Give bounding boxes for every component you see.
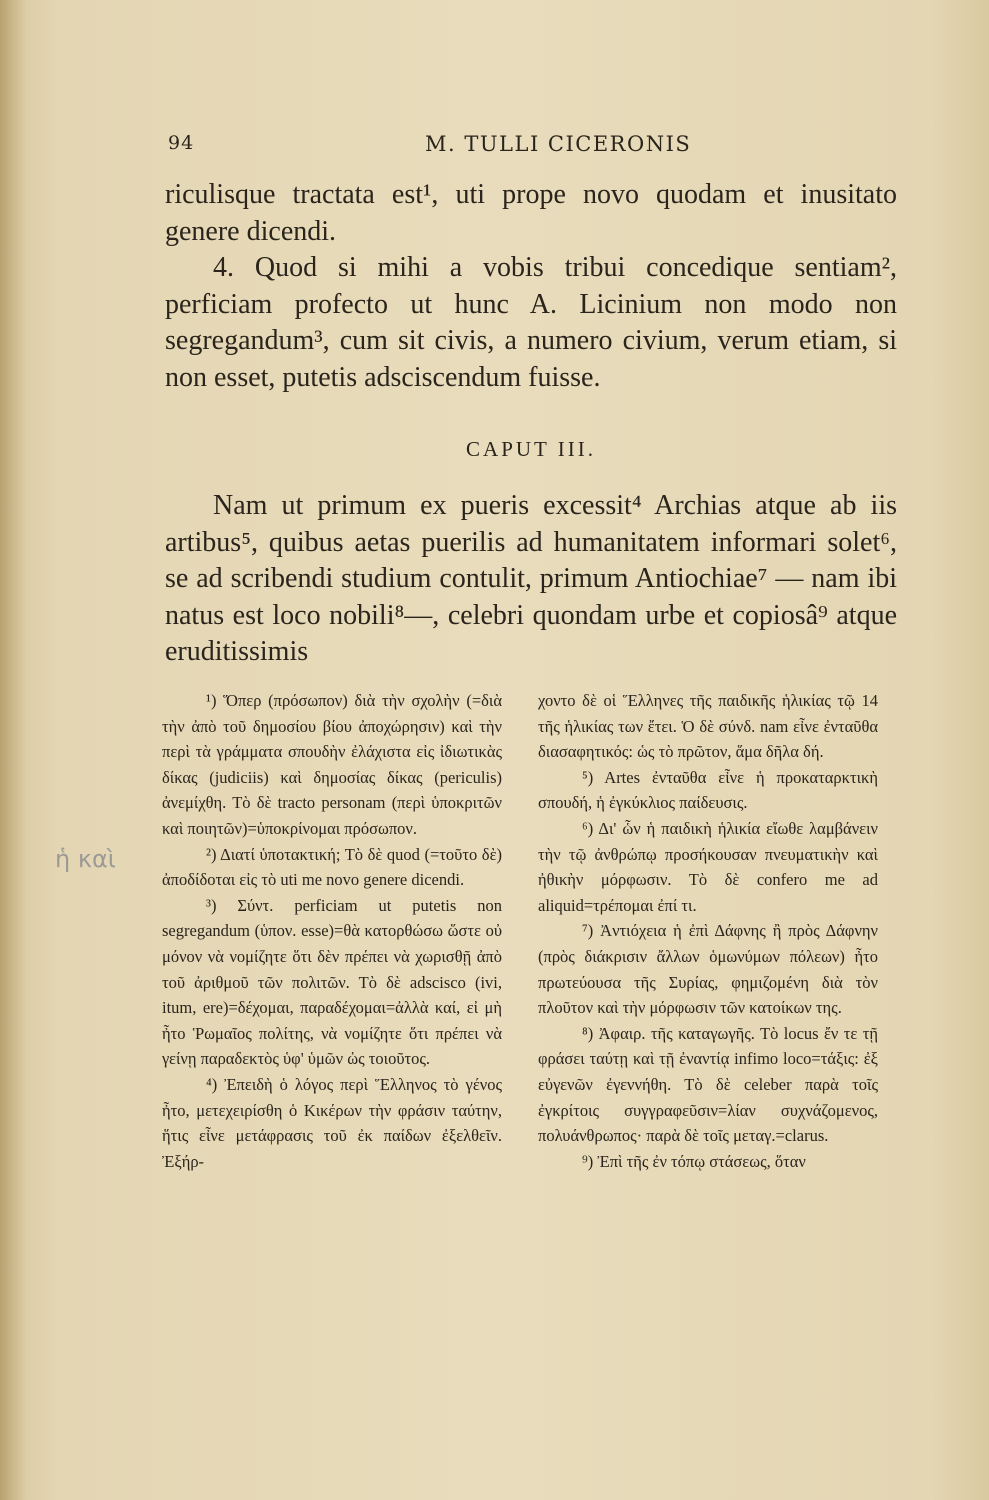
paragraph-continuation: riculisque tractata est¹, uti prope novo quodam et inusitato genere dicendi.	[165, 179, 897, 247]
footnotes-right-column	[538, 688, 878, 1174]
footnote-4: ⁴) Ἐπειδὴ ὁ λόγος περὶ Ἕλληνος τὸ γένος ἦτο, μετεχειρίσθη ὁ Κικέρων τὴν φράσιν ταύτην, ἥτις εἶνε μετάφρασις τοῦ ἐκ παίδων ἐξελθεῖν. Ἐξήρ-	[162, 1074, 502, 1171]
footnote-4-continued: χοντο δὲ οἱ Ἕλληνες τῆς παιδικῆς ἡλικίας τῷ 14 τῆς ἡλικίας των ἔτει. Ὁ δὲ σύνδ. nam εἶνε ἐνταῦθα διασαφητικός: ὡς τὸ πρῶτον, ἅμα δῆλα δή.	[538, 691, 878, 762]
footnote-2: ²) Διατί ὑποτακτική; Τὸ δὲ quod (=τοῦτο δὲ) ἀποδίδοται εἰς τὸ uti me novo genere dicendi.	[162, 844, 502, 890]
margin-pencil-note: ἡ καὶ	[55, 845, 116, 873]
running-title: M. TULLI CICERONIS	[425, 132, 692, 156]
paragraph-chapter-3: Nam ut primum ex pueris excessit⁴ Archias atque ab iis artibus⁵, quibus aetas puerilis ad humanitatem informari solet⁶, se ad scribendi studium contulit, primum Antiochiae⁷ — nam ibi natus est loco nobili⁸—, celebri quondam urbe et copiosâ⁹ atque eruditissimis	[165, 490, 897, 667]
footnotes-left-column	[162, 688, 502, 1174]
page-gutter	[0, 0, 26, 1500]
chapter-heading: CAPUT III.	[466, 437, 596, 461]
footnote-8: ⁸) Ἀφαιρ. τῆς καταγωγῆς. Τὸ locus ἔν τε τῇ φράσει ταύτῃ καὶ τῇ ἐναντίᾳ infimo loco=τάξις: ἐξ εὐγενῶν ἐγεννήθη. Τὸ δὲ celeber παρὰ τοῖς ἐγκρίτοις συγγραφεῦσιν=λίαν συχνάζομενος, πολυάνθρωπος· παρὰ δὲ τοῖς μεταγ.=clarus.	[538, 1023, 878, 1146]
footnote-5: ⁵) Artes ἐνταῦθα εἶνε ἡ προκαταρκτικὴ σπουδή, ἡ ἐγκύκλιος παίδευσις.	[538, 767, 878, 813]
paragraph-section-4: 4. Quod si mihi a vobis tribui concedique sentiam², perficiam profecto ut hunc A. Licinium non modo non segregandum³, cum sit civis, a numero civium, verum etiam, si non esset, putetis adsciscendum fuisse.	[165, 252, 897, 393]
footnote-3: ³) Σύντ. perficiam ut putetis non segregandum (ὑπον. esse)=θὰ κατορθώσω ὥστε οὐ μόνον νὰ νομίζητε ὅτι δὲν πρέπει νὰ χωρισθῇ ἀπὸ τοῦ ἀριθμοῦ τῶν πολιτῶν. Τὸ δὲ adscisco (ivi, itum, ere)=δέχομαι, παραδέχομαι=ἀλλὰ καί, εἰ μὴ ἦτο Ῥωμαῖος πολίτης, νὰ νομίζητε ὅτι πρέπει νὰ γείνῃ παραδεκτὸς ὑφ' ὑμῶν ὡς τοιοῦτος.	[162, 895, 502, 1069]
footnote-9: ⁹) Ἐπὶ τῆς ἐν τόπῳ στάσεως, ὅταν	[582, 1151, 806, 1171]
footnote-1: ¹) Ὅπερ (πρόσωπον) διὰ τὴν σχολὴν (=διὰ τὴν ἀπὸ τοῦ δημοσίου βίου ἀποχώρησιν) καὶ τὴν περὶ τὰ γράμματα σπουδὴν ἐλάχιστα εἰς ἰδιωτικὰς δίκας (judiciis) καὶ δημοσίας δίκας (periculis) ἀνεμίχθη. Τὸ δὲ tracto personam (περὶ ὑποκριτῶν καὶ ποιητῶν)=ὑποκρίνομαι πρόσωπον.	[162, 691, 502, 838]
footnote-7: ⁷) Ἀντιόχεια ἡ ἐπὶ Δάφνης ἢ πρὸς Δάφνην (πρὸς διάκρισιν ἄλλων ὁμωνύμων πόλεων) ἦτο πρωτεύουσα τῆς Συρίας, φημιζομένη διὰ τὸν πλοῦτον καὶ τὴν μόρφωσιν τῶν κατοίκων της.	[538, 921, 878, 1018]
page-number: 94	[168, 132, 195, 154]
main-text	[165, 177, 897, 671]
footnote-6: ⁶) Δι' ὧν ἡ παιδικὴ ἡλικία εἴωθε λαμβάνειν τὴν τῷ ἀνθρώπῳ προσήκουσαν πνευματικὴν καὶ ἠθικὴν μόρφωσιν. Τὸ δὲ confero me ad aliquid=τρέπομαι ἐπί τι.	[538, 818, 878, 915]
column-divider	[520, 690, 521, 1370]
